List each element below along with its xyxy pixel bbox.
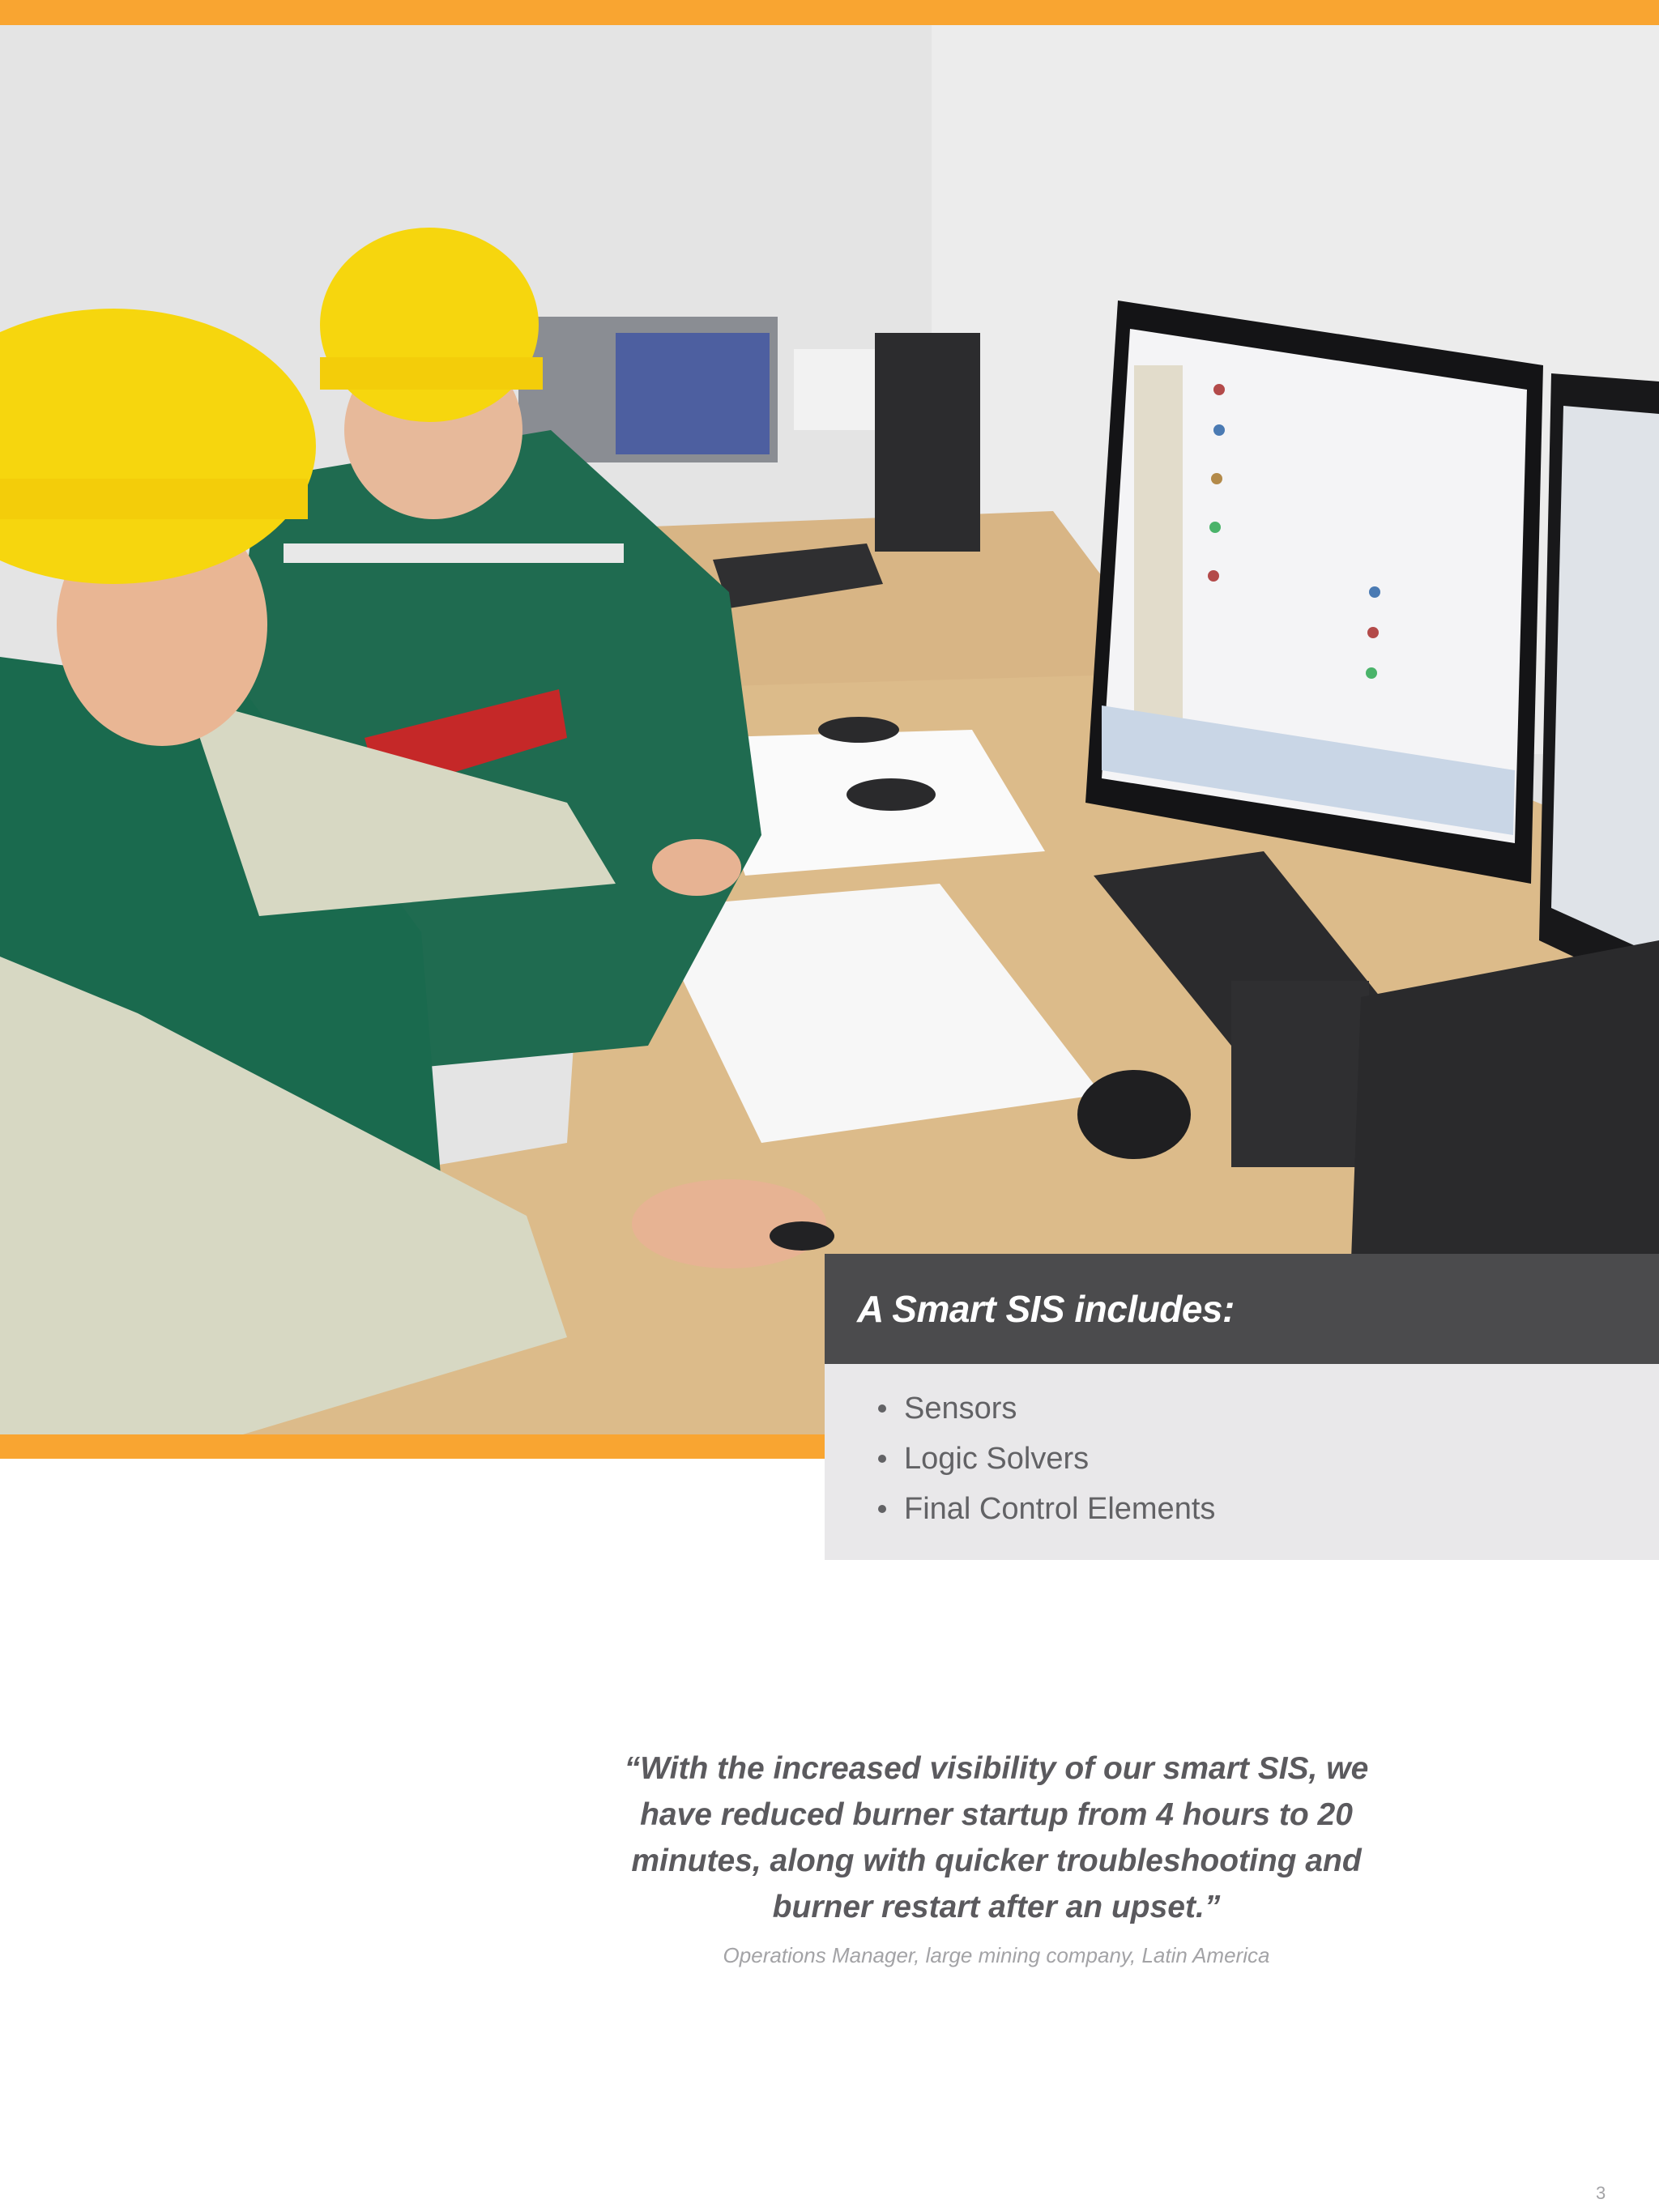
control-room-photo	[0, 25, 1659, 1434]
smart-sis-callout	[825, 1254, 1659, 1560]
callout-list	[857, 1383, 1627, 1534]
list-item	[857, 1434, 1627, 1484]
list-item-label: Final Control Elements	[904, 1492, 1216, 1526]
testimonial-quote	[616, 1745, 1377, 1968]
callout-body	[825, 1364, 1659, 1560]
list-item	[857, 1383, 1627, 1434]
list-item	[857, 1484, 1627, 1534]
quote-attribution: Operations Manager, large mining company, Latin America	[723, 1943, 1270, 1967]
callout-title: A Smart SIS includes:	[857, 1288, 1235, 1330]
quote-text: “With the increased visibility of our smart SIS, we have reduced burner startup from 4 hours to 20 minutes, along with quicker troubleshooting and burner restart after an upset.”	[624, 1751, 1369, 1924]
bullet-icon	[878, 1404, 886, 1413]
top-accent-bar	[0, 0, 1659, 25]
bullet-icon	[878, 1455, 886, 1463]
bullet-icon	[878, 1505, 886, 1513]
callout-header	[825, 1254, 1659, 1364]
bottom-accent-bar	[0, 1434, 825, 1459]
list-item-label: Logic Solvers	[904, 1442, 1090, 1476]
page-number: 3	[1596, 2183, 1606, 2203]
list-item-label: Sensors	[904, 1392, 1017, 1426]
